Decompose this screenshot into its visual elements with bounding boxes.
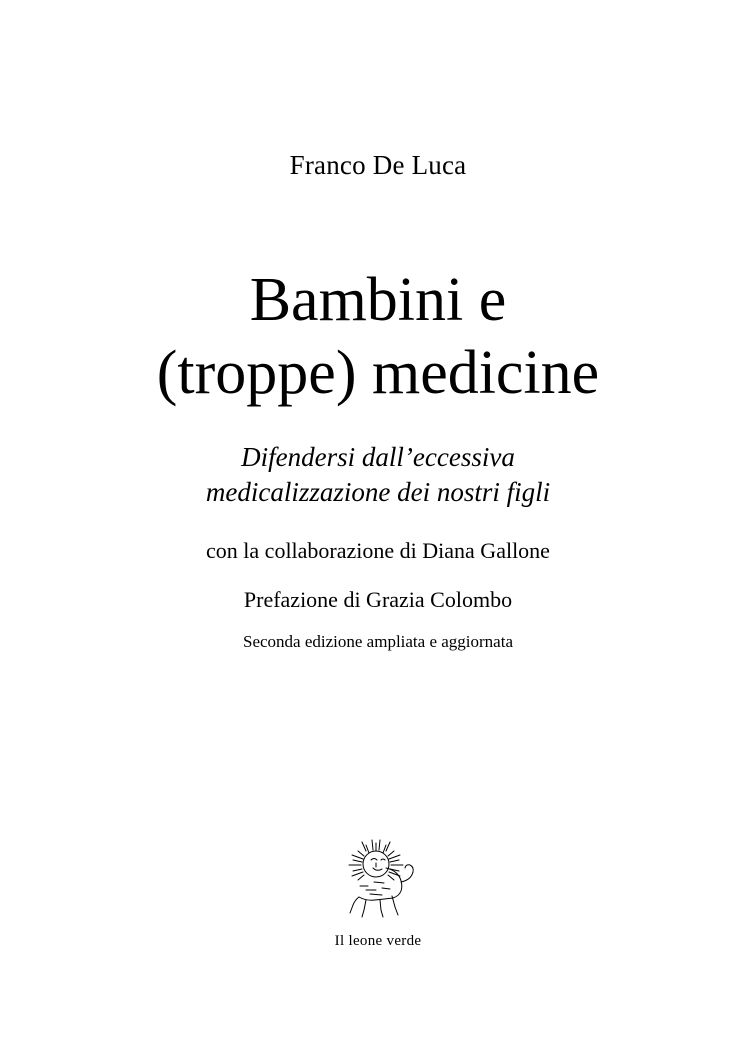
book-title-line-2: (troppe) medicine: [156, 339, 600, 407]
book-subtitle-line-1: Difendersi dall’eccessiva: [241, 442, 515, 472]
book-title-line-1: Bambini e: [249, 266, 507, 334]
author-name: Franco De Luca: [289, 150, 467, 180]
lion-logo-icon: [330, 838, 426, 922]
preface-credit: Prefazione di Grazia Colombo: [243, 587, 513, 612]
publisher-name: Il leone verde: [334, 933, 422, 949]
collaboration-credit: con la collaborazione di Diana Gallone: [206, 538, 550, 563]
book-subtitle: [0, 440, 756, 510]
edition-note: Seconda edizione ampliata e aggiornata: [243, 632, 513, 651]
book-subtitle-line-2: medicalizzazione dei nostri figli: [205, 477, 551, 507]
book-title: [0, 264, 756, 410]
publisher-logo: [0, 838, 756, 922]
publisher-block: [0, 838, 756, 951]
